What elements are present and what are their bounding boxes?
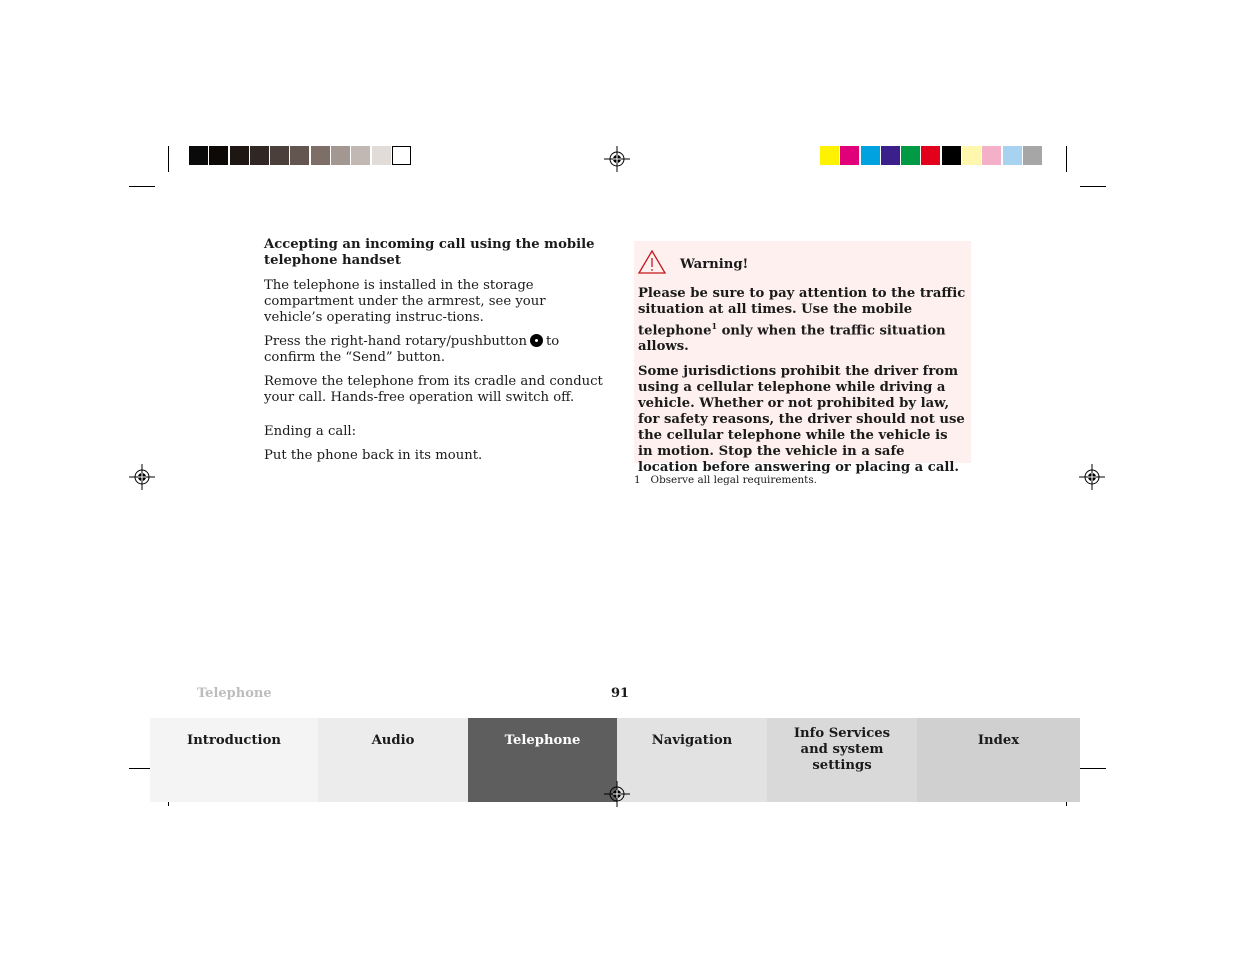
crop-mark [1080,186,1106,187]
crop-mark [129,186,155,187]
paragraph-location: The telephone is installed in the storage compartment under the armrest, see your vehicle’s operating instruc-tions. [264,278,546,325]
confirm-text-after: to confirm the “Send” button. [264,334,560,365]
color-swatch [189,146,208,165]
footer-section-title: Telephone [197,686,272,701]
ending-call-label: Ending a call: [264,424,357,439]
registration-mark-icon [604,781,630,807]
color-swatch [840,146,859,165]
tab-navigation[interactable] [617,718,767,802]
color-swatch [861,146,880,165]
color-swatch [982,146,1001,165]
warning-triangle-icon [638,250,666,274]
crop-mark [1080,768,1106,769]
tab-telephone[interactable] [468,718,617,802]
color-swatch [351,146,370,165]
warning-box [634,241,971,476]
footnote [634,474,817,486]
confirm-text-before: Press the right-hand rotary/pushbutton [264,334,527,349]
tab-label: Audio [371,733,415,748]
warning-paragraph-2: Some jurisdictions prohibit the driver from using a cellular telephone while driving a vehicle. Whether or not prohibited by law, for safety reasons, the driver should not use the cellular telephone while the vehicle is in motion. Stop the vehicle in a safe location before answering or placing a call. [638,364,965,476]
footnote-reference: 1 [711,321,718,331]
color-swatch [230,146,249,165]
warning-text-after: only when the traffic situation allows. [638,323,946,355]
registration-mark-icon [1079,464,1105,490]
color-swatch [942,146,961,165]
color-swatch [290,146,309,165]
tab-info-services[interactable] [767,718,917,802]
tab-label: Introduction [187,733,281,748]
color-swatch [1003,146,1022,165]
grayscale-calibration-bar [189,146,412,165]
page-number: 91 [611,686,630,701]
tab-label: Telephone [504,733,581,748]
color-swatch [901,146,920,165]
color-swatch [962,146,981,165]
tab-audio[interactable] [318,718,468,802]
registration-mark-icon [604,146,630,172]
rotary-pushbutton-icon [530,334,543,347]
tab-label: Info Services and system settings [793,726,891,773]
color-swatch [820,146,839,165]
paragraph-confirm [264,334,604,366]
color-swatch [209,146,228,165]
registration-mark-icon [129,464,155,490]
warning-text-before: Please be sure to pay attention to the traffic situation at all times. Use the mobile telephone [638,286,966,339]
color-swatch [311,146,330,165]
crop-mark [168,146,169,172]
paragraph-remove: Remove the telephone from its cradle and conduct your call. Hands-free operation will switch off. [264,374,603,405]
footnote-number: 1 [634,474,641,486]
instructions-column [264,237,604,472]
warning-title: Warning! [680,257,749,272]
tab-label: Index [977,733,1020,748]
color-swatch [250,146,269,165]
color-calibration-bar [820,146,1043,165]
color-swatch [921,146,940,165]
footnote-text: Observe all legal requirements. [650,474,817,486]
tab-introduction[interactable] [150,718,318,802]
color-swatch [372,146,391,165]
section-heading: Accepting an incoming call using the mobile telephone handset [264,237,595,268]
ending-call-text: Put the phone back in its mount. [264,448,483,463]
warning-paragraph-1 [638,286,966,355]
crop-mark [1066,146,1067,172]
color-swatch [331,146,350,165]
tab-index[interactable] [917,718,1080,802]
color-swatch [392,146,411,165]
color-swatch [1023,146,1042,165]
warning-text [638,286,966,485]
tab-label: Navigation [651,733,733,748]
color-swatch [270,146,289,165]
color-swatch [881,146,900,165]
